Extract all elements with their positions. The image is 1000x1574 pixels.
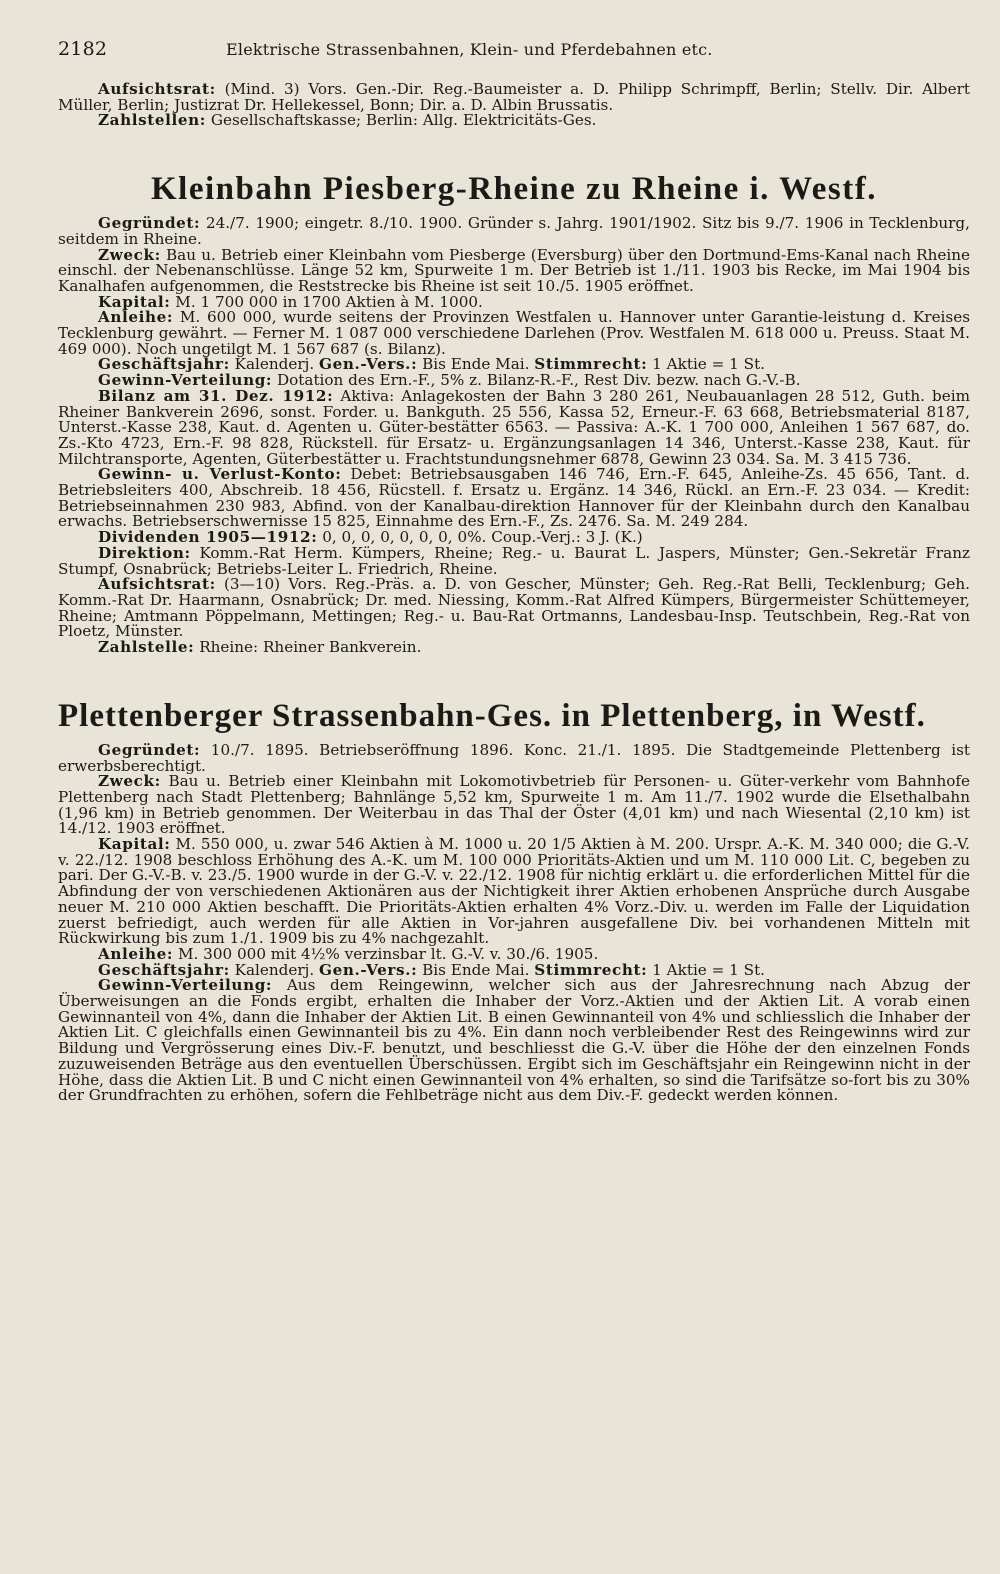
running-title: Elektrische Strassenbahnen, Klein- und Pferdebahnen etc. (226, 40, 713, 59)
company-title: Kleinbahn Piesberg-Rheine zu Rheine i. Westf. (151, 171, 877, 208)
section-label: Kapital: (98, 835, 171, 854)
section-paragraph (58, 740, 970, 775)
section-label: Gewinn-Verteilung: (98, 371, 273, 390)
section-label: Gen.-Vers.: (319, 355, 418, 374)
section-text: Aktiva: Anlagekosten der Bahn 3 280 261, Neubauanlagen 28 512, Guth. beim Rheiner Bankverein 2696, sonst. Forder. u. Bankguth. 25 556, Kassa 52, Erneur.-F. 63 668, Betriebsmaterial 8187, Unterst.-Kasse 238, Kaut. d. Agenten u. Güter-bestätter 6563. — Passiva: A.-K. 1 700 000, Anleihen 1 567 687, do. Zs.-Kto 4723, Ern.-F. 98 828, Rückstell. für Ersatz- u. Ergänzungsanlagen 14 346, Unterst.-Kasse 238, Kaut. für Milchtransporte, Agenten, Güterbestätter u. Frachtstundungsnehmer 6878, Gewinn 23 034. Sa. M. 3 415 736. (58, 386, 970, 468)
section-label: Bilanz am 31. Dez. 1912: (98, 386, 334, 405)
section-label: Aufsichtsrat: (98, 80, 216, 98)
section-label: Gegründet: (98, 214, 201, 233)
section-text: Gesellschaftskasse; Berlin: Allg. Elektricitäts-Ges. (206, 111, 597, 130)
section-text: M. 600 000, wurde seitens der Provinzen Westfalen u. Hannover unter Garantie-leistung d. Kreises Tecklenburg gewährt. — Ferner M. 1 087 000 verschiedene Darlehen (Prov. Westfalen M. 618 000 u. Preuss. Staat M. 469 000). Noch ungetilgt M. 1 567 687 (s. Bilanz). (58, 308, 970, 358)
section-text: Bis Ende Mai. (417, 355, 535, 374)
section-text: 1 Aktie = 1 St. (647, 960, 766, 979)
section-paragraph (58, 310, 970, 357)
section-label: Gen.-Vers.: (319, 960, 418, 979)
section-paragraph (58, 386, 970, 468)
section-label: Stimmrecht: (534, 355, 648, 374)
section-text: M. 1 700 000 in 1700 Aktien à M. 1000. (170, 292, 483, 311)
section-label: Dividenden 1905—1912: (98, 528, 318, 547)
section-label: Stimmrecht: (534, 960, 648, 979)
section-label: Zahlstellen: (98, 111, 207, 130)
section-paragraph (58, 245, 970, 295)
section-paragraph (58, 577, 970, 640)
section-text: M. 550 000, u. zwar 546 Aktien à M. 1000 u. 20 1/5 Aktien à M. 200. Urspr. A.-K. M. 340 000; die G.-V. v. 22./12. 1908 beschloss Erhöhung des A.-K. um M. 100 000 Prioritäts-Aktien und um M. 110 000 Lit. C, begeben zu pari. Der G.-V.-B. v. 23./5. 1900 wurde in der G.-V. v. 22./12. 1908 für nichtig erklärt u. die erforderlichen Mittel für die Abfindung der von verschiedenen Aktionären aus der Nichtigkeit ihrer Aktien erhobenen Ansprüche durch Ausgabe neuer M. 210 000 Aktien beschafft. Die Prioritäts-Aktien erhalten 4% Vorz.-Div. u. werden im Falle der Liquidation zuerst befriedigt, auch werden für alle Aktien in Vor-jahren ausgefallene Div. bei vorhandenen Mitteln mit Rückwirkung bis zum 1./1. 1909 bis zu 4% nachgezahlt. (58, 835, 970, 948)
page-number: 2182 (58, 38, 108, 60)
section-label: Zweck: (98, 245, 161, 264)
section-text: Rheine: Rheiner Bankverein. (194, 638, 422, 657)
section-text: 0, 0, 0, 0, 0, 0, 0, 0%. Coup.-Verj.: 3 J. (K.) (317, 528, 643, 547)
section-text: (3—10) Vors. Reg.-Präs. a. D. von Gescher, Münster; Geh. Reg.-Rat Belli, Tecklenburg; Geh. Komm.-Rat Dr. Haarmann, Osnabrück; Dr. med. Niessing, Komm.-Rat Alfred Kümpers, Bürgermeister Schüttemeyer, Rheine; Amtmann Pöppelmann, Mettingen; Reg.- u. Bau-Rat Ortmanns, Landesbau-Insp. Teutschbein, Reg.-Rat von Ploetz, Münster. (58, 575, 970, 641)
section-label: Zweck: (98, 772, 161, 791)
section-text: Debet: Betriebsausgaben 146 746, Ern.-F. 645, Anleihe-Zs. 45 656, Tant. d. Betriebsleiters 400, Abschreib. 18 456, Rücstell. f. Ersatz u. Ergänz. 14 346, Rückl. an Ern.-F. 23 034. — Kredit: Betriebseinnahmen 230 983, Abfind. von der Kanalbau-direktion Hannover für der Kleinbahn durch den Kanalbau erwachs. Betriebserschwernisse 15 825, Einnahme des Ern.-F., Zs. 2476. Sa. M. 249 284. (58, 465, 970, 531)
intro-block (58, 82, 970, 129)
section-text: Kalenderj. (229, 960, 320, 979)
section-text: 10./7. 1895. Betriebseröffnung 1896. Konc. 21./1. 1895. Die Stadtgemeinde Plettenberg ist erwerbsberechtigt. (58, 740, 970, 775)
section-text: Bau u. Betrieb einer Kleinbahn vom Piesberge (Eversburg) über den Dortmund-Ems-Kanal nach Rheine einschl. der Nebenanschlüsse. Länge 52 km, Spurweite 1 m. Der Betrieb ist 1./11. 1903 bis Recke, im Mai 1904 bis Kanalhafen aufgenommen, die Reststrecke bis Rheine ist seit 10./5. 1905 eröffnet. (58, 245, 970, 295)
section-text: Bis Ende Mai. (417, 960, 535, 979)
section-text: Kalenderj. (229, 355, 320, 374)
section-text: 24./7. 1900; eingetr. 8./10. 1900. Gründer s. Jahrg. 1901/1902. Sitz bis 9./7. 1906 in Tecklenburg, seitdem in Rheine. (58, 214, 970, 248)
section-paragraph (58, 543, 970, 578)
company-body (58, 740, 970, 1105)
section-paragraph (58, 837, 970, 947)
company-title: Plettenberger Strassenbahn-Ges. in Plettenberg, in Westf. (58, 697, 926, 734)
section-paragraph (58, 978, 970, 1104)
section-text: Dotation des Ern.-F., 5% z. Bilanz-R.-F., Rest Div. bezw. nach G.-V.-B. (272, 371, 801, 390)
section-text: Bau u. Betrieb einer Kleinbahn mit Lokomotivbetrieb für Personen- u. Güter-verkehr vom Bahnhofe Plettenberg nach Stadt Plettenberg; Bahnlänge 5,52 km, Spurweite 1 m. Am 11./7. 1902 wurde die Elsethalbahn (1,96 km) in Betrieb genommen. Der Weiterbau in das Thal der Öster (4,01 km) und nach Wiesental (2,10 km) ist 14./12. 1903 eröffnet. (58, 772, 970, 838)
section-text: 1 Aktie = 1 St. (647, 355, 766, 374)
section-text: (Mind. 3) Vors. Gen.-Dir. Reg.-Baumeister a. D. Philipp Schrimpff, Berlin; Stellv. Dir. Albert Müller, Berlin; Justizrat Dr. Hellekessel, Bonn; Dir. a. D. Albin Brussatis. (58, 80, 970, 114)
section-label: Geschäftsjahr: (98, 960, 230, 979)
section-label: Gewinn- u. Verlust-Konto: (98, 465, 342, 484)
section-text: M. 300 000 mit 4½% verzinsbar lt. G.-V. v. 30./6. 1905. (173, 944, 599, 963)
section-paragraph (58, 216, 970, 247)
intro-zahlstellen (58, 113, 970, 129)
section-label: Anleihe: (98, 944, 174, 963)
section-text: Komm.-Rat Herm. Kümpers, Rheine; Reg.- u. Baurat L. Jaspers, Münster; Gen.-Sekretär Franz Stumpf, Osnabrück; Betriebs-Leiter L. Friedrich, Rheine. (58, 543, 970, 578)
section-label: Direktion: (98, 543, 191, 562)
section-label: Anleihe: (98, 308, 174, 327)
section-text: Aus dem Reingewinn, welcher sich aus der Jahresrechnung nach Abzug der Überweisungen an die Fonds ergibt, erhalten die Inhaber der Vorz.-Aktien und der Aktien Lit. A vorab einen Gewinnanteil von 4%, dann die Inhaber der Aktien Lit. B einen Gewinnanteil von 4% und schliesslich die Inhaber der Aktien Lit. C gleichfalls einen Gewinnanteil bis zu 4%. Ein dann noch verbleibender Rest des Reingewinns wird zur Bildung und Vergrösserung eines Div.-F. benutzt, und beschliesst die G.-V. über die Höhe der den einzelnen Fonds zuzuweisenden Beträge aus den eventuellen Überschüssen. Ergibt sich im Geschäftsjahr ein Reingewinn nicht in der Höhe, dass die Aktien Lit. B und C nicht einen Gewinnanteil von 4% erhalten, so sind die Tarifsätze so-fort bis zu 30% der Grundfrachten zu erhöhen, sofern die Fehlbeträge nicht aus dem Div.-F. gedeckt werden können. (58, 976, 970, 1105)
section-paragraph (58, 640, 970, 656)
section-label: Aufsichtsrat: (98, 575, 216, 594)
company-body (58, 216, 970, 656)
section-label: Gewinn-Verteilung: (98, 976, 273, 995)
section-label: Kapital: (98, 292, 171, 311)
section-paragraph (58, 467, 970, 530)
section-paragraph (58, 774, 970, 837)
section-label: Zahlstelle: (98, 638, 195, 657)
page-header (58, 28, 970, 62)
section-label: Gegründet: (98, 740, 201, 759)
intro-aufsichtsrat (58, 82, 970, 113)
section-label: Geschäftsjahr: (98, 355, 230, 374)
